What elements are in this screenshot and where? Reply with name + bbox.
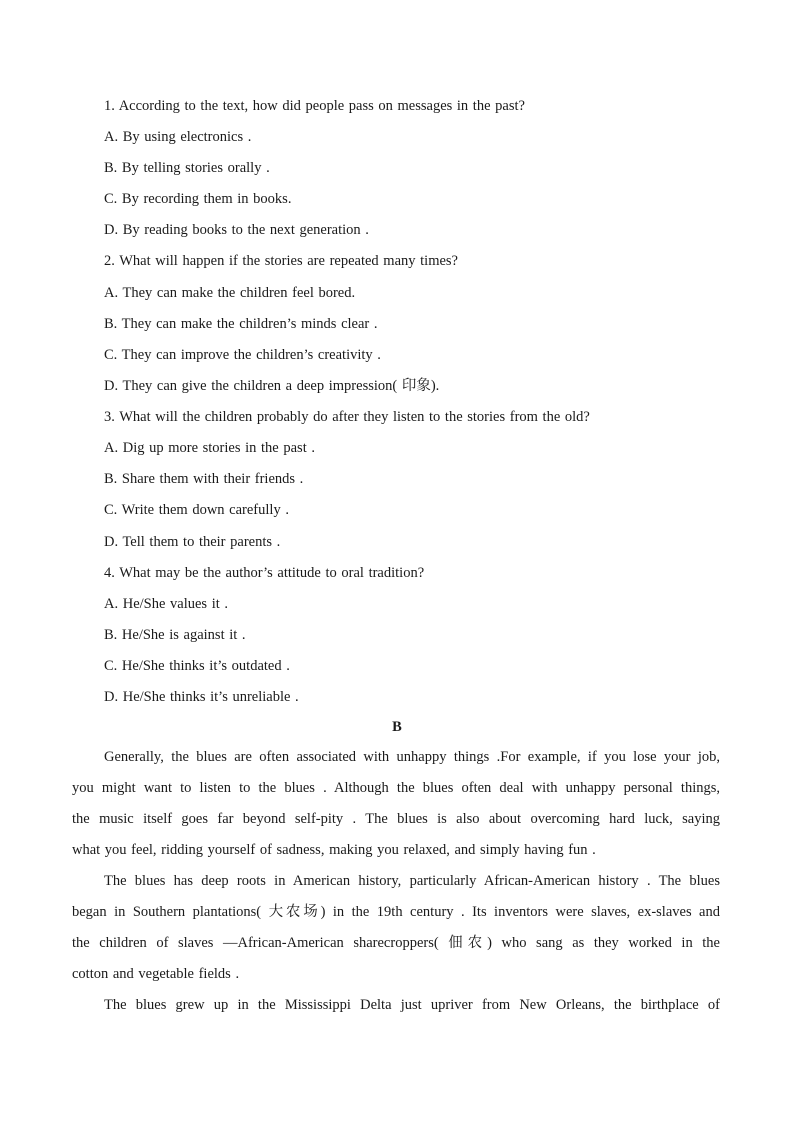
question-4-option-a: A. He/She values it . [104,596,229,612]
question-3-option-a: A. Dig up more stories in the past . [104,440,315,456]
question-2-stem: 2. What will happen if the stories are repeated many times? [104,253,458,269]
paragraph-1-line-3: the music itself goes far beyond self-pity . The blues is also about overcoming hard luck, saying [72,811,720,827]
question-2-option-d: D. They can give the children a deep impression( 印象). [104,378,440,394]
question-4-option-d: D. He/She thinks it’s unreliable . [104,689,299,705]
question-1-option-b: B. By telling stories orally . [104,160,270,176]
question-4-option-c: C. He/She thinks it’s outdated . [104,658,290,674]
question-1-option-d: D. By reading books to the next generation . [104,222,369,238]
question-1-option-a: A. By using electronics . [104,129,252,145]
question-1-stem: 1. According to the text, how did people pass on messages in the past? [104,98,525,114]
paragraph-1-line-2: you might want to listen to the blues . Although the blues often deal with unhappy personal things, [72,780,720,796]
question-1-option-c: C. By recording them in books. [104,191,292,207]
paragraph-1-line-4: what you feel, ridding yourself of sadness, making you relaxed, and simply having fun . [72,842,596,858]
question-2-option-c: C. They can improve the children’s creativity . [104,347,381,363]
paragraph-3-line-1: The blues grew up in the Mississippi Delta just upriver from New Orleans, the birthplace of [104,997,720,1013]
paragraph-1-line-1: Generally, the blues are often associated with unhappy things .For example, if you lose your job, [104,749,720,765]
question-2-option-b: B. They can make the children’s minds clear . [104,316,378,332]
question-3-option-d: D. Tell them to their parents . [104,534,281,550]
question-4-stem: 4. What may be the author’s attitude to oral tradition? [104,565,425,581]
paragraph-2-line-2: began in Southern plantations( 大农场) in the 19th century . Its inventors were slaves, ex-slaves and [72,904,720,920]
question-3-option-b: B. Share them with their friends . [104,471,304,487]
question-3-option-c: C. Write them down carefully . [104,502,289,518]
question-2-option-a: A. They can make the children feel bored. [104,285,356,301]
question-3-stem: 3. What will the children probably do after they listen to the stories from the old? [104,409,590,425]
paragraph-2-line-1: The blues has deep roots in American history, particularly African-American history . The blues [104,873,720,889]
question-4-option-b: B. He/She is against it . [104,627,246,643]
section-b-title: B [392,719,402,735]
paragraph-2-line-4: cotton and vegetable fields . [72,966,240,982]
paragraph-2-line-3: the children of slaves —African-American sharecroppers( 佃农) who sang as they worked in the [72,935,720,951]
